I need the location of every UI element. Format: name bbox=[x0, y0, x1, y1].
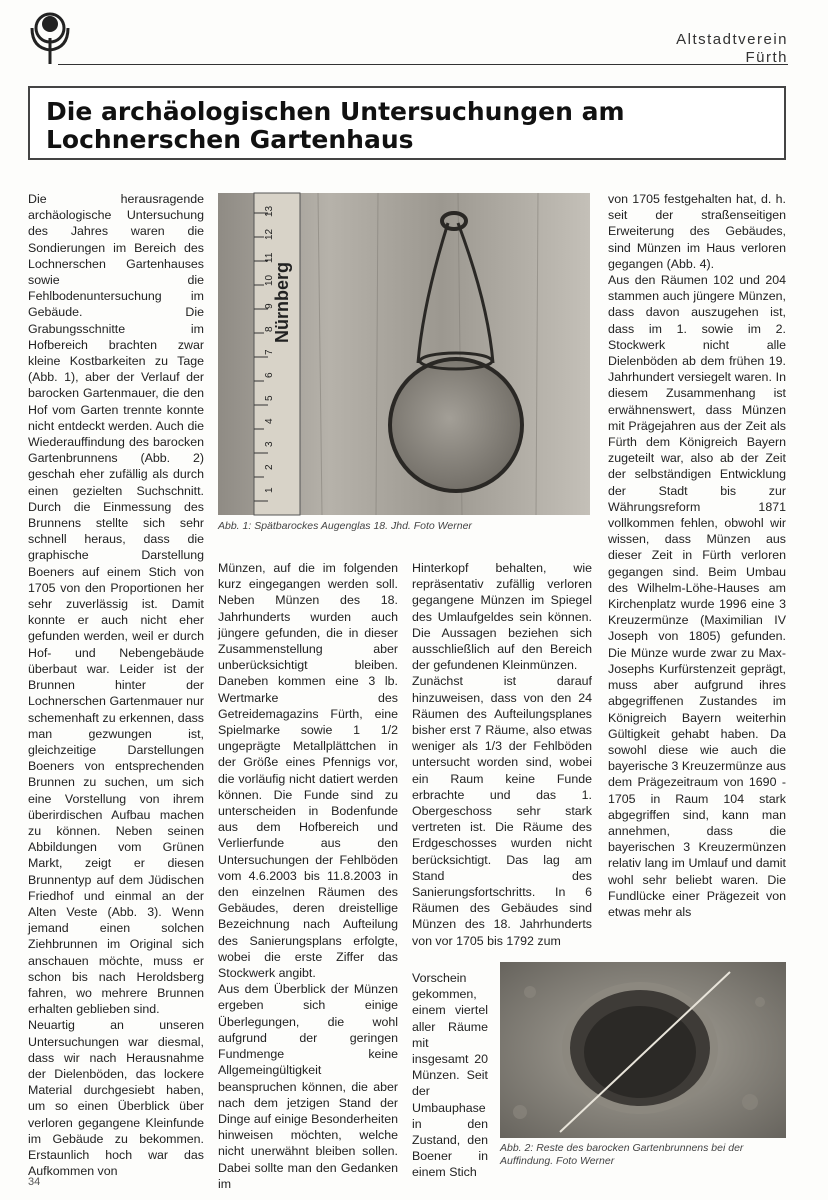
text-column-3-continued bbox=[412, 970, 488, 1180]
figure-1-photo bbox=[218, 193, 590, 515]
paragraph: Zunächst ist darauf hinzuweisen, dass von den 24 Räumen des Aufteilungsplanes bisher erst 7 Räume, also etwas weniger als 1/3 der Fehlböden untersucht worden sind, wobei ein Raum keine Funde erbrachte und das 1. Obergeschoss sehr stark vertreten ist. Die Räume des Erdgeschosses wurden nicht berücksichtigt. Das lag am Stand des Sanierungsfortschritts. In 6 Räumen des Gebäudes sind Münzen des 18. Jahrhunderts von vor 1705 bis 1792 zum bbox=[412, 674, 592, 948]
ruler-number: 4 bbox=[264, 418, 275, 424]
header-org-line1: Altstadtverein bbox=[676, 31, 788, 48]
figure-2-photo bbox=[500, 962, 786, 1138]
ruler-number: 10 bbox=[264, 274, 275, 286]
paragraph: Aus den Räumen 102 und 204 stammen auch jüngere Münzen, dass davon auszugehen ist, dass im 1. sowie im 2. Stockwerk nicht alle Dielenböden ab dem frühen 19. Jahrhundert versiegelt waren. In diesem Zusammenhang ist erwähnenswert, dass Münzen mit Prägejahren aus der Zeit als Fürth dem Königreich Bayern zugeteilt war, also ab der Zeit der selbständigen Entwicklung der Stadt bis zur Währungsreform 1871 vollkommen fehlen, obwohl wir wissen, dass Münzen aus dieser Zeit in Fürth verloren gegangen sind. Beim Umbau des Wilhelm-Löhe-Hauses am Kirchenplatz wurde 1996 eine 3 Kreuzermünze (Maximilian IV Joseph von 1805) gefunden. Die Münze wurde zwar zu Max-Josephs Kurfürstenzeit geprägt, muss aber aufgrund ihres abgegriffenen Zustandes im Königreich Bayern weiterhin Gültigkeit gehabt haben. Da sowohl diese wie auch die bayerische 3 Kreuzermünze aus dem Prägezeitraum von 1690 - 1705 in Raum 104 stark abgegriffen sind, kann man annehmen, dass die bayerischen 3 Kreuzermünzen relativ lang im Umlauf und damit wohl sehr beliebt waren. Die Fundlücke einer Prägezeit von etwas mehr als bbox=[608, 273, 786, 919]
ruler-number: 3 bbox=[264, 441, 275, 447]
ruler-number: 8 bbox=[264, 326, 275, 332]
text-column-4 bbox=[608, 191, 786, 951]
header-org-name bbox=[676, 32, 788, 66]
ruler-number: 1 bbox=[264, 487, 275, 493]
text-column-2 bbox=[218, 560, 398, 1191]
figure-1-caption: Abb. 1: Spätbarockes Augenglas 18. Jhd. Foto Werner bbox=[218, 520, 472, 532]
ruler-number: 13 bbox=[264, 205, 275, 217]
text-column-1 bbox=[28, 191, 204, 1179]
altstadtverein-logo-icon bbox=[26, 8, 74, 64]
page-number: 34 bbox=[28, 1176, 41, 1188]
ruler-number: 2 bbox=[264, 464, 275, 470]
ruler-number: 6 bbox=[264, 372, 275, 378]
ruler-brand-text: Nürnberg bbox=[272, 262, 292, 343]
article-title: Die archäologischen Untersuchungen am Lochnerschen Gartenhaus bbox=[46, 97, 625, 154]
text-column-3 bbox=[412, 560, 592, 970]
paragraph: Die herausragende archäologische Untersuchung des Jahres waren die Sondierungen im Bereich des Lochnerschen Gartenhauses sowie die Fehlbodenuntersuchung im Gebäude. Die Grabungsschnitte im Hofbereich brachten zwar kleine Kostbarkeiten zu Tage (Abb. 1), aber der Verlauf der barocken Gartenmauer, die den Hof vom Garten trennte konnte nicht entdeckt werden. Auch die Wiederauffindung des barocken Gartenbrunnens (Abb. 2) geschah eher zufällig als durch einen gezielten Suchschnitt. Durch die Einmessung des Brunnens stellte sich sehr schnell heraus, dass die graphische Darstellung Boeners auf einem Stich von 1705 von den Proportionen her sehr zuverlässig ist. Damit konnte er auch nicht eher gefunden werden, weil er durch Hof- und Nebengebäude überbaut war. Leider ist der Brunnen hinter der Lochnerschen Gartenmauer nur schemenhaft zu erkennen, dass man gezwungen ist, gleichzeitige Darstellungen Boeners von entsprechenden Brunnen zu suchen, um sich eine Vorstellung von ihrem überirdischen Aufbau machen zu können. Neben seinen Abbildungen vom Grünen Markt, zeigt er diesen Brunnentyp auf dem Jüdischen Friedhof und einmal an der Alten Veste (Abb. 3). Wenn jemand einen solchen Ziehbrunnen im Original sich anschauen möchte, muss er schon bis nach Heroldsberg fahren, wo mehrere Brunnen erhalten geblieben sind. bbox=[28, 192, 204, 1017]
paragraph: Hinterkopf behalten, wie repräsentativ zufällig verloren gegangene Münzen im Spiegel des Umlaufgeldes sein können. Die Aussagen beziehen sich ausschließlich auf den Bereich der gefundenen Kleinmünzen. bbox=[412, 561, 592, 673]
paragraph: Vorschein gekommen, einem viertel aller Räume mit insgesamt 20 Münzen. Seit der Umbauphase in den Zustand, den Boener in einem Stich bbox=[412, 971, 488, 1180]
paragraph: von 1705 festgehalten hat, d. h. seit der straßenseitigen Erweiterung des Gebäudes, sind Münzen im Haus verloren gegangen (Abb. 4). bbox=[608, 192, 786, 271]
ruler-number: 11 bbox=[264, 252, 275, 263]
ruler-number: 5 bbox=[264, 395, 275, 401]
paragraph: Aus dem Überblick der Münzen ergeben sich einige Überlegungen, die wohl aufgrund der geringen Fundmenge keine Allgemeingültigkeit beanspruchen können, die aber nach dem jetzigen Stand der Dinge auf einige Besonderheiten hinweisen möchten, welche nicht unerwähnt bleiben sollen. Dabei sollte man den Gedanken im bbox=[218, 982, 398, 1191]
ruler-number: 7 bbox=[264, 349, 275, 355]
paragraph: Münzen, auf die im folgenden kurz eingegangen werden soll. Neben Münzen des 18. Jahrhunderts wurden auch jüngere gefunden, die in dieser Zusammenstellung aber unberücksichtigt bleiben. Daneben kommen eine 3 lb. Wertmarke des Getreidemagazins Fürth, eine Spielmarke sowie 1 1/2 ungeprägte Metallplättchen in der Größe eines Pfennigs vor, die vorläufig nicht datiert werden können. Die Funde sind zu unterscheiden in Bodenfunde aus dem Hofbereich und Verlierfunde aus den Untersuchungen der Fehlböden vom 4.6.2003 bis 11.8.2003 in den einzelnen Räumen des Gebäudes, deren dreistellige Bezeichnung nach Aufteilung des Sanierungsplans erfolgte, wobei die erste Ziffer das Stockwerk angibt. bbox=[218, 561, 398, 981]
ruler-number: 9 bbox=[264, 303, 275, 309]
header-org-line2: Fürth bbox=[745, 49, 788, 66]
ruler-number: 12 bbox=[264, 228, 275, 240]
paragraph: Neuartig an unseren Untersuchungen war diesmal, dass wir nach Herausnahme der Dielenböden, das lockere Material durchgesiebt haben, um so einen Überblick über verloren gegangene Kleinfunde im Gebäude zu bekommen. Erstaunlich hoch war das Aufkommen von bbox=[28, 1018, 204, 1179]
article-title-box bbox=[28, 86, 786, 160]
figure-2-caption: Abb. 2: Reste des barocken Gartenbrunnens bei der Auffindung. Foto Werner bbox=[500, 1142, 744, 1167]
